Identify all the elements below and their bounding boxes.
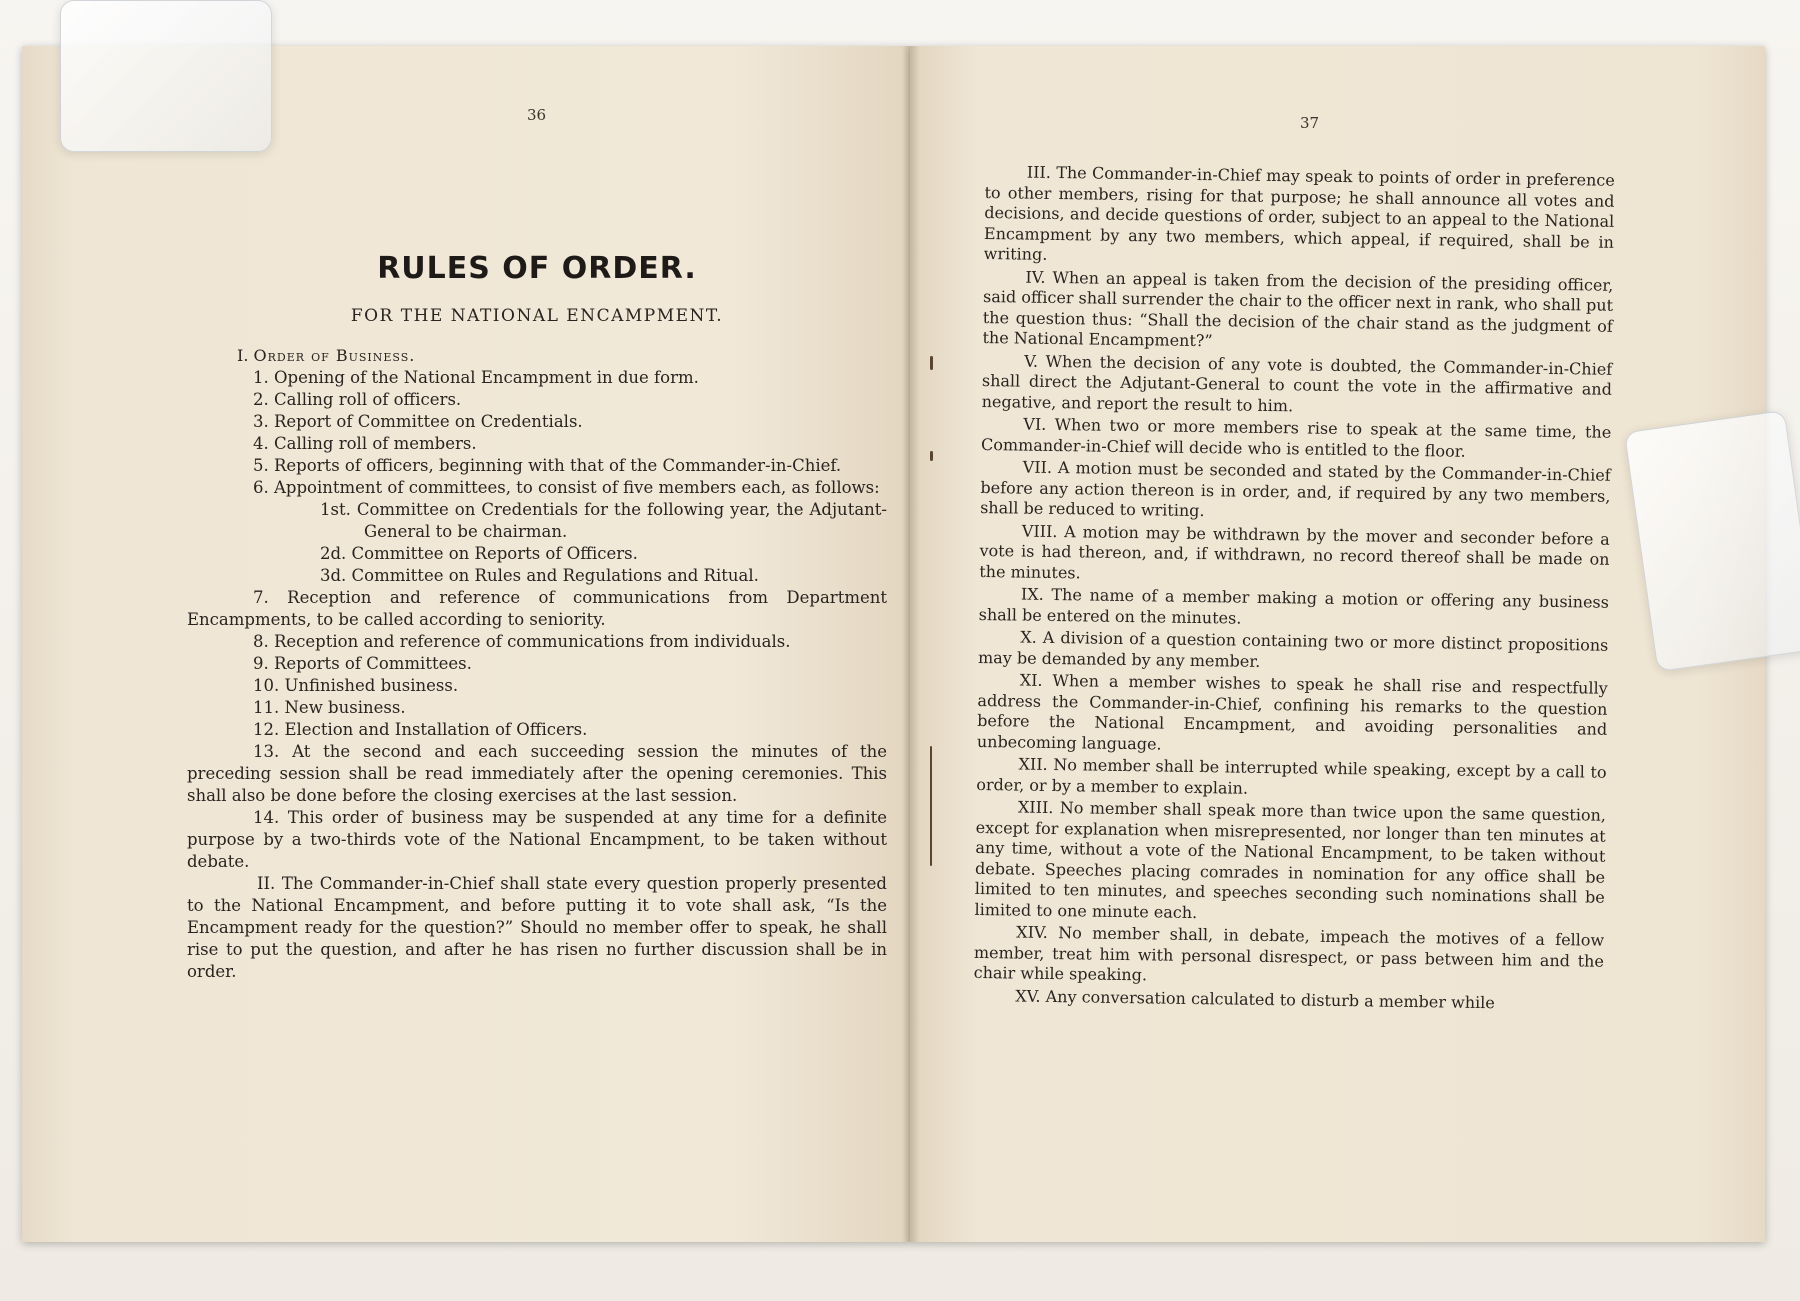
- rule-paragraph: IV. When an appeal is taken from the decision of the presiding officer, said officer shall surrender the chair to the officer next in rank, who shall put the question thus: “Shall the decision of the chair stand as the judgment of the National Encampment?”: [982, 267, 1614, 351]
- page-subtitle: FOR THE NATIONAL ENCAMPMENT.: [350, 306, 724, 326]
- open-booklet: [22, 46, 1767, 1242]
- business-item: 4. Calling roll of members.: [253, 434, 477, 453]
- binding-stitch: [930, 356, 933, 370]
- business-item: 5. Reports of officers, beginning with that of the Commander-in-Chief.: [253, 456, 842, 475]
- business-item: 14. This order of business may be suspended at any time for a definite purpose by a two-thirds vote of the National Encampment, to be taken without debate.: [187, 808, 887, 871]
- rule-paragraph: XI. When a member wishes to speak he shall rise and respectfully address the Commander-in-Chief, confining his remarks to the question before the National Encampment, and avoiding personalities and unbecoming language.: [976, 670, 1608, 754]
- business-item: 10. Unfinished business.: [253, 676, 459, 695]
- page-number-right: 37: [1300, 114, 1320, 132]
- rule-paragraph: II. The Commander-in-Chief shall state every question properly presented to the National Encampment, and before putting it to vote shall ask, “Is the Encampment ready for the question?” Should no member offer to speak, he shall rise to put the question, and after he has risen no further discussion shall be in order.: [187, 874, 887, 981]
- committee-sub-item: 2d. Committee on Reports of Officers.: [320, 544, 638, 563]
- rule-paragraph: XV. Any conversation calculated to disturb a member while: [1015, 986, 1495, 1012]
- page-title: RULES OF ORDER.: [377, 251, 697, 286]
- rule-paragraph: III. The Commander-in-Chief may speak to points of order in preference to other members, rising for that purpose; he shall announce all votes and decisions, and decide questions of order, subject to an appeal to the National Encampment by any two members, which appeal, if required, shall be in writing.: [983, 162, 1615, 264]
- rule-paragraph: X. A division of a question containing two or more distinct propositions may be demanded by any member.: [977, 627, 1609, 671]
- left-page-content: [187, 251, 887, 983]
- rule-paragraph: XIV. No member shall, in debate, impeach the motives of a fellow member, treat him with personal disrespect, or pass between him and the chair while speaking.: [973, 922, 1605, 985]
- business-item: 2. Calling roll of officers.: [253, 390, 462, 409]
- left-page: [22, 46, 910, 1242]
- binding-stitch: [930, 746, 932, 866]
- business-item: 1. Opening of the National Encampment in due form.: [253, 368, 699, 387]
- business-item: 3. Report of Committee on Credentials.: [253, 412, 583, 431]
- binding-stitch: [930, 451, 933, 461]
- rule-paragraph: V. When the decision of any vote is doubted, the Commander-in-Chief shall direct the Adjutant-General to count the vote in the affirmative and negative, and report the result to him.: [981, 351, 1613, 415]
- business-item: 8. Reception and reference of communications from individuals.: [253, 632, 791, 651]
- section-numeral: I.: [237, 346, 249, 365]
- rule-paragraph: XII. No member shall be interrupted while speaking, except by a call to order, or by a member to explain.: [976, 754, 1607, 798]
- committee-sub-item: 1st. Committee on Credentials for the following year, the Adjutant-General to be chairman.: [320, 500, 887, 541]
- rule-paragraph: IX. The name of a member making a motion or offering any business shall be entered on the minutes.: [978, 584, 1610, 628]
- glass-page-weight-top: [60, 0, 272, 152]
- right-page: [910, 46, 1765, 1242]
- business-item: 7. Reception and reference of communications from Department Encampments, to be called according to seniority.: [187, 588, 887, 629]
- page-number-left: 36: [527, 106, 547, 124]
- book-gutter: [902, 46, 920, 1242]
- business-item: 12. Election and Installation of Officers.: [253, 720, 588, 739]
- business-item: 9. Reports of Committees.: [253, 654, 472, 673]
- business-item: 13. At the second and each succeeding session the minutes of the preceding session shall be read immediately after the opening ceremonies. This shall also be done before the closing exercises at the last session.: [187, 742, 887, 805]
- business-item: 6. Appointment of committees, to consist of five members each, as follows:: [253, 478, 880, 497]
- right-page-content: [973, 162, 1615, 1017]
- business-item: 11. New business.: [253, 698, 406, 717]
- committee-sub-item: 3d. Committee on Rules and Regulations and Ritual.: [320, 566, 759, 585]
- rule-paragraph: VIII. A motion may be withdrawn by the mover and seconder before a vote is had thereon, and, if withdrawn, no record thereof shall be made on the minutes.: [979, 521, 1610, 582]
- rule-paragraph: XIII. No member shall speak more than twice upon the same question, except for explanation when misrepresented, nor longer than ten minutes at any time, without a vote of the National Encampment, to be taken without debate. Speeches placing comrades in nomination for any office shall be limited to ten minutes, and speeches seconding such nominations shall be limited to one minute each.: [974, 797, 1607, 922]
- rule-paragraph: VI. When two or more members rise to speak at the same time, the Commander-in-Chief will decide who is entitled to the floor.: [980, 414, 1612, 461]
- rule-paragraph: VII. A motion must be seconded and stated by the Commander-in-Chief before any action thereon is in order, and, if required by any two members, shall be reduced to writing.: [980, 457, 1611, 521]
- section-heading: [237, 346, 887, 365]
- section-title: Order of Business.: [253, 346, 416, 365]
